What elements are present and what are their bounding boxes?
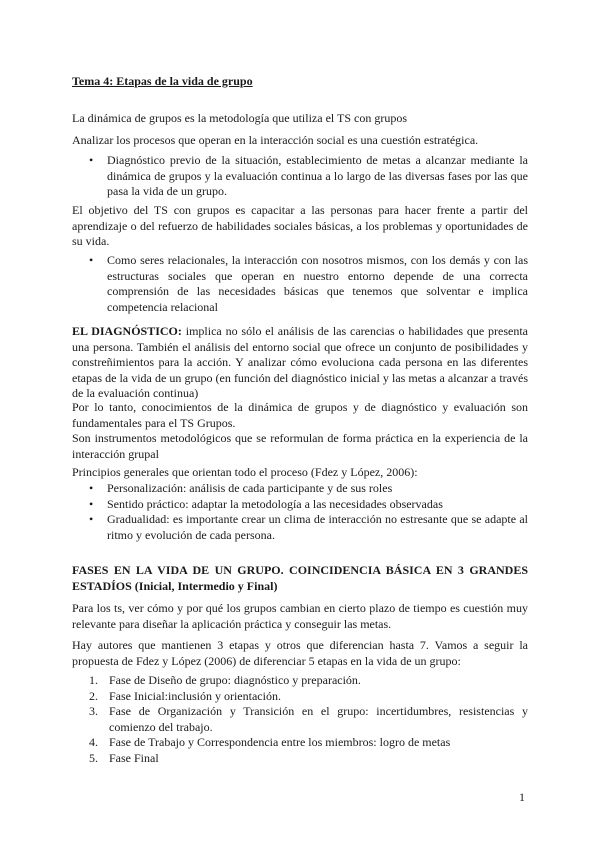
list-item: • Gradualidad: es importante crear un clima de interacción no estresante que se adapte al ritmo y evolución de cada persona. [72,512,528,543]
porlotanto-paragraph: Por lo tanto, conocimientos de la dinámica de grupos y de diagnóstico y evaluación son fundamentales para el TS Grupos. [72,400,528,430]
instrumentos-paragraph: Son instrumentos metodológicos que se reformulan de forma práctica en la experiencia de la interacción grupal [72,431,528,461]
objetivo-paragraph: El objetivo del TS con grupos es capacitar a las personas para hacer frente a partir del aprendizaje o del refuerzo de habilidades sociales básicas, a los problemas y oportunidades de su vida. [72,203,528,248]
intro-paragraph-2: Analizar los procesos que operan en la interacción social es una cuestión estratégica. [72,133,479,147]
list-item: 3. Fase de Organización y Transición en el grupo: incertidumbres, resistencias y comienzo del trabajo. [89,704,528,734]
fases-paragraph-2: Hay autores que mantienen 3 etapas y otros que diferencian hasta 7. Vamos a seguir la propuesta de Fdez y López (2006) de diferenciar 5 etapas en la vida de un grupo: [72,638,528,668]
diagnostico-text: implica no sólo el análisis de las carencias o habilidades que presenta una persona. También el análisis del entorno social que ofrece un conjunto de posibilidades y constreñimientos para la acción. Y analizar cómo evoluciona cada persona en las diferentes etapas de la vida de un grupo (en función del diagnóstico inicial y las metas a alcanzar a través de la evaluación continua) [72,324,529,400]
page-title: Tema 4: Etapas de la vida de grupo [72,74,253,88]
list-item: • Sentido práctico: adaptar la metodología a las necesidades observadas [72,497,528,513]
diagnostico-heading: EL DIAGNÓSTICO: [72,324,182,338]
list-item: • Diagnóstico previo de la situación, establecimiento de metas a alcanzar mediante la dinámica de grupos y la evaluación continua a lo largo de las diversas fases por las que pasa la vida de un grupo. [72,153,528,200]
fases-list [72,673,528,766]
diagnostico-paragraph [72,324,528,402]
principios-paragraph: Principios generales que orientan todo el proceso (Fdez y López, 2006): [72,465,418,479]
list-item: 2. Fase Inicial:inclusión y orientación. [89,688,281,703]
list-item: 1. Fase de Diseño de grupo: diagnóstico y preparación. [89,673,361,687]
bullet-list-1 [72,153,528,200]
intro-paragraph-1: La dinámica de grupos es la metodología que utiliza el TS con grupos [72,111,408,125]
principios-list [72,481,528,543]
list-item: • Como seres relacionales, la interacción con nosotros mismos, con los demás y con las estructuras sociales que operan en nuestro entorno depende de una correcta comprensión de las necesidades básicas que tenemos que solventar e implica competencia relacional [72,253,528,315]
list-item: 5. Fase Final [89,750,159,765]
fases-heading: FASES EN LA VIDA DE UN GRUPO. COINCIDENCIA BÁSICA EN 3 GRANDES ESTADÍOS (Inicial, Intermedio y Final) [72,563,528,593]
bullet-list-2 [72,253,528,315]
page-number: 1 [519,790,525,804]
list-item: • Personalización: análisis de cada participante y de sus roles [72,481,528,497]
list-item: 4. Fase de Trabajo y Correspondencia entre los miembros: logro de metas [89,735,451,749]
fases-paragraph-1: Para los ts, ver cómo y por qué los grupos cambian en cierto plazo de tiempo es cuestión muy relevante para diseñar la aplicación práctica y conseguir las metas. [72,601,528,631]
